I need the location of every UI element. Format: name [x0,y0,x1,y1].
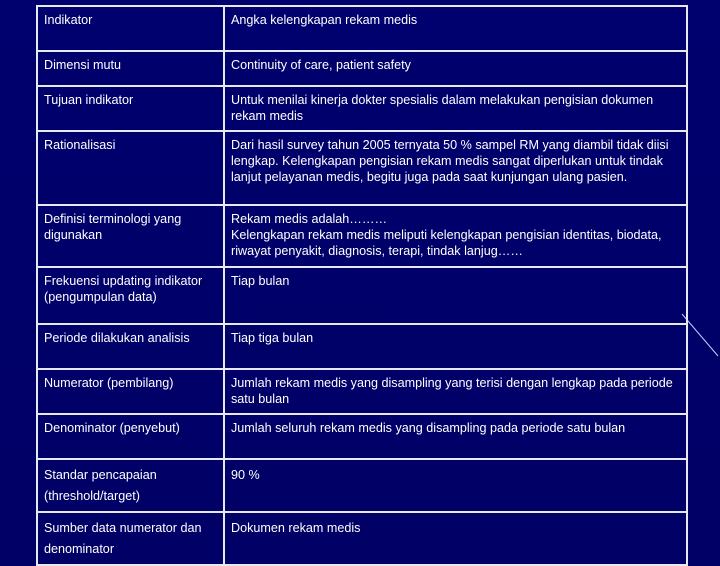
row-value [224,205,687,267]
table-row [37,512,687,565]
row-value: Jumlah rekam medis yang disampling yang terisi dengan lengkap pada periode satu bulan [224,369,687,414]
row-value: Tiap tiga bulan [224,324,687,369]
table-row [37,86,687,131]
table-row [37,51,687,86]
table-row [37,205,687,267]
row-value: 90 % [224,459,687,512]
row-value: Angka kelengkapan rekam medis [224,6,687,51]
row-label: Indikator [37,6,224,51]
row-label: Dimensi mutu [37,51,224,86]
table-row [37,369,687,414]
table-row [37,131,687,205]
row-label: Periode dilakukan analisis [37,324,224,369]
definition-line-1: Rekam medis adalah……… [231,212,388,226]
table-row [37,6,687,51]
row-label: Rationalisasi [37,131,224,205]
row-label: Numerator (pembilang) [37,369,224,414]
row-value: Tiap bulan [224,267,687,324]
definition-line-2: Kelengkapan rekam medis meliputi kelengkapan pengisian identitas, biodata, riwayat penyakit, diagnosis, terapi, tindak lanjug…… [231,228,662,258]
row-label: Frekuensi updating indikator (pengumpulan data) [37,267,224,324]
row-label: Denominator (penyebut) [37,414,224,459]
table-row [37,459,687,512]
row-label: Definisi terminologi yang digunakan [37,205,224,267]
row-label: Standar pencapaian (threshold/target) [37,459,224,512]
row-label: Tujuan indikator [37,86,224,131]
indicator-table [36,5,688,566]
table-row [37,267,687,324]
table-row [37,414,687,459]
table-row [37,324,687,369]
row-value: Dokumen rekam medis [224,512,687,565]
row-value: Untuk menilai kinerja dokter spesialis dalam melakukan pengisian dokumen rekam medis [224,86,687,131]
row-value: Dari hasil survey tahun 2005 ternyata 50 % sampel RM yang diambil tidak diisi lengkap. Kelengkapan pengisian rekam medis sangat diperlukan untuk tindak lanjut pelayanan medis, begitu juga pada saat kunjungan ulang pasien. [224,131,687,205]
row-label: Sumber data numerator dan denominator [37,512,224,565]
row-value: Jumlah seluruh rekam medis yang disampling pada periode satu bulan [224,414,687,459]
row-value: Continuity of care, patient safety [224,51,687,86]
